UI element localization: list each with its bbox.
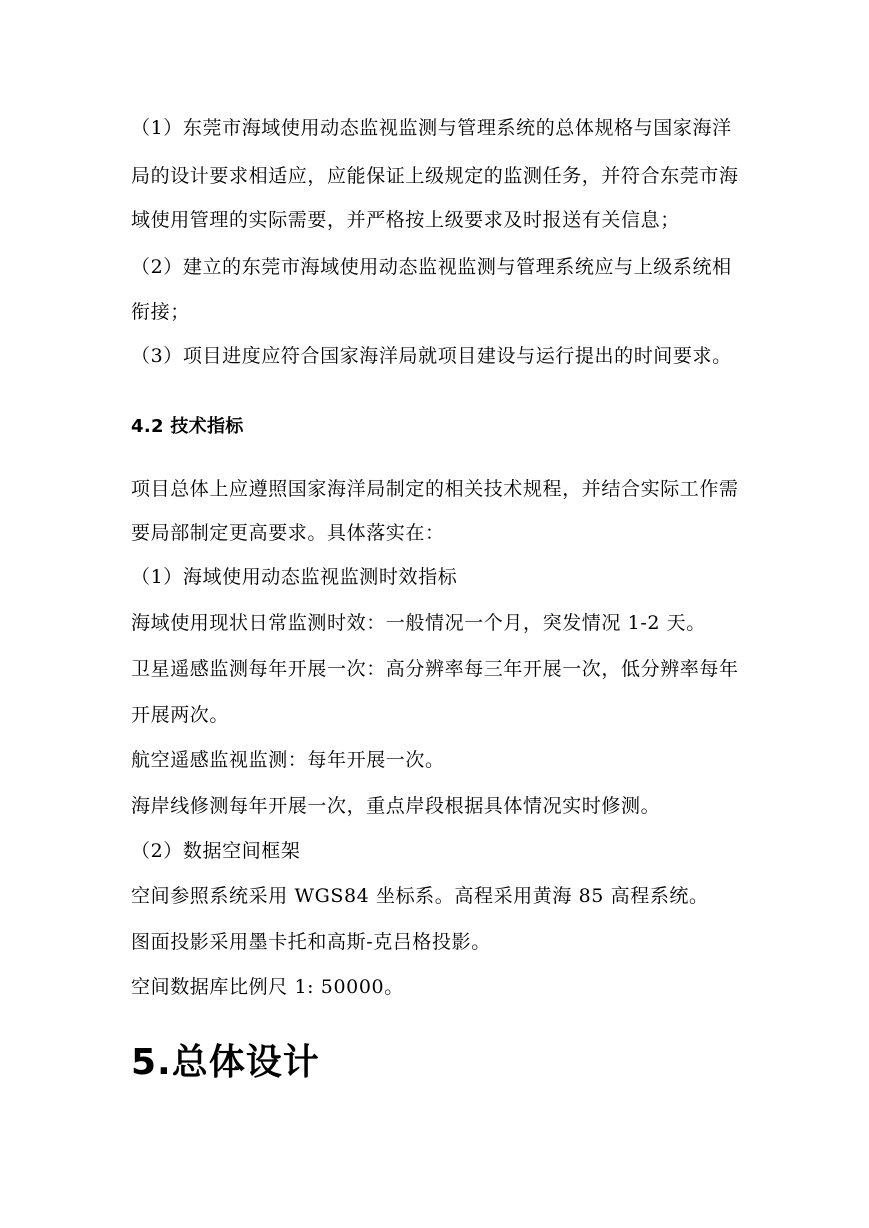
tech-line-12: 空间数据库比例尺 1: 50000。 xyxy=(131,976,404,998)
tech-line-7: 航空遥感监视监测：每年开展一次。 xyxy=(131,749,445,771)
section-heading-5: 5.总体设计 xyxy=(131,1042,320,1083)
tech-line-6: 开展两次。 xyxy=(131,704,230,726)
req-line-6: （3）项目进度应符合国家海洋局就项目建设与运行提出的时间要求。 xyxy=(131,345,732,367)
tech-line-5: 卫星遥感监测每年开展一次：高分辨率每三年开展一次，低分辨率每年 xyxy=(131,658,739,680)
req-line-3: 域使用管理的实际需要，并严格按上级要求及时报送有关信息； xyxy=(131,209,680,231)
tech-line-8: 海岸线修测每年开展一次，重点岸段根据具体情况实时修测。 xyxy=(131,795,661,817)
tech-line-2: 要局部制定更高要求。具体落实在： xyxy=(131,522,445,544)
tech-line-11: 图面投影采用墨卡托和高斯-克吕格投影。 xyxy=(131,931,491,953)
req-line-4: （2）建立的东莞市海域使用动态监视监测与管理系统应与上级系统相 xyxy=(131,256,732,278)
req-line-1: （1）东莞市海域使用动态监视监测与管理系统的总体规格与国家海洋 xyxy=(131,117,732,139)
tech-line-4: 海域使用现状日常监测时效：一般情况一个月，突发情况 1-2 天。 xyxy=(131,612,706,634)
tech-line-9: （2）数据空间框架 xyxy=(131,840,301,862)
section-heading-4-2: 4.2 技术指标 xyxy=(131,416,244,437)
req-line-2: 局的设计要求相适应，应能保证上级规定的监测任务，并符合东莞市海 xyxy=(131,165,739,187)
tech-line-1: 项目总体上应遵照国家海洋局制定的相关技术规程，并结合实际工作需 xyxy=(131,478,739,500)
req-line-5: 衔接； xyxy=(131,301,190,323)
tech-line-3: （1）海域使用动态监视监测时效指标 xyxy=(131,566,458,588)
tech-line-10: 空间参照系统采用 WGS84 坐标系。高程采用黄海 85 高程系统。 xyxy=(131,885,709,907)
